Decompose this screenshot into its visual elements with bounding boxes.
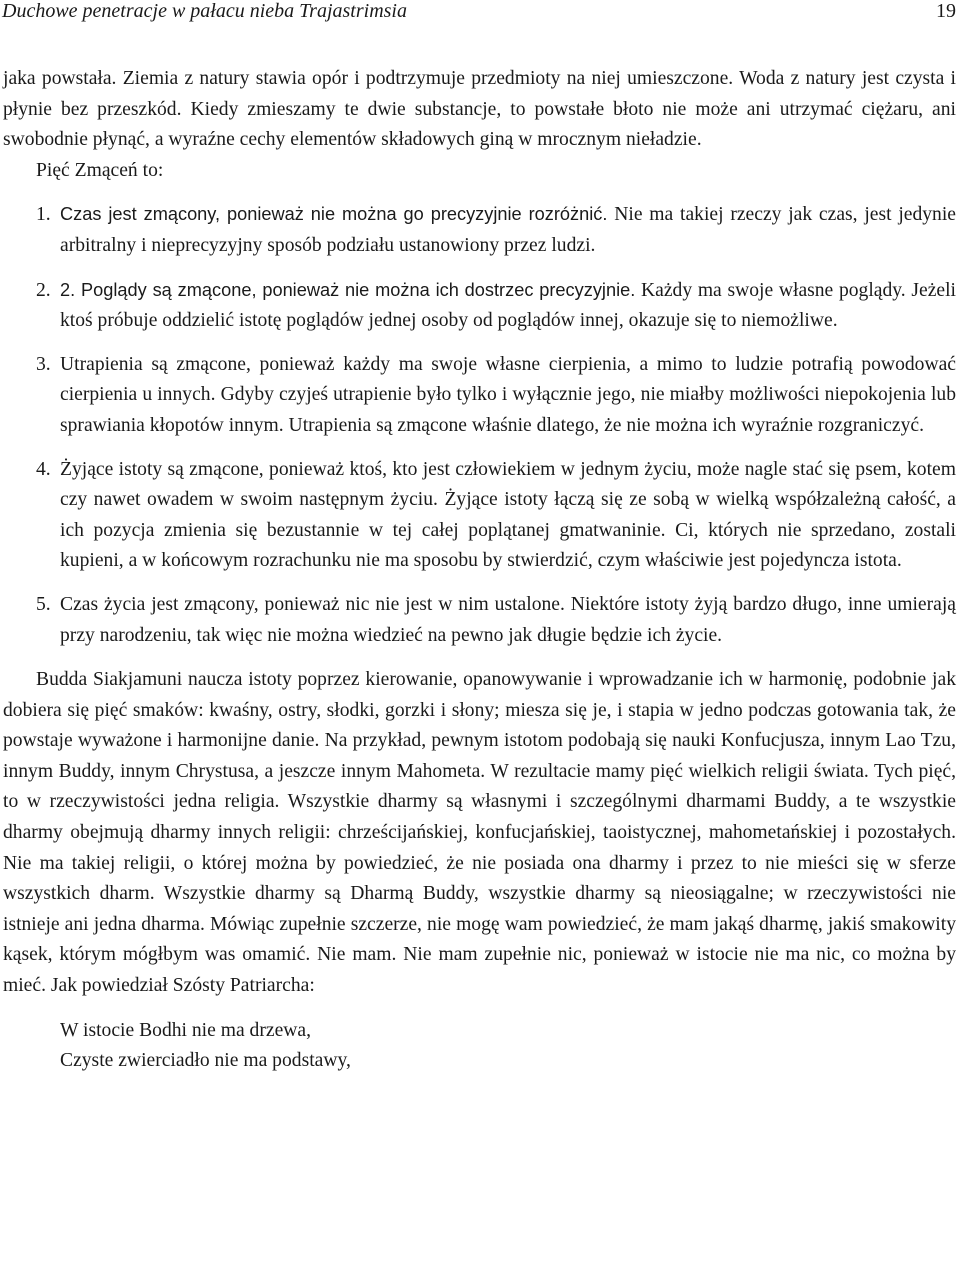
page-number: 19 xyxy=(936,0,956,22)
list-item-number: 3. xyxy=(36,353,51,375)
list-item-text: Niektóre istoty żyją bardzo długo, inne umierają przy narodzeniu, tak więc nie można wiedzieć na pewno jak długie będzie ich życie. xyxy=(60,593,956,646)
list-title: Pięć Zmąceń to: xyxy=(36,159,164,181)
list-item xyxy=(3,590,956,651)
list-item xyxy=(3,455,956,577)
list-item-number: 4. xyxy=(36,458,51,480)
running-title: Duchowe penetracje w pałacu nieba Trajastrimsia xyxy=(2,0,407,22)
list-item-lead: Czas życia jest zmącony, ponieważ nic nie jest w nim ustalone. xyxy=(60,593,565,615)
list-item-number: 1. xyxy=(36,204,51,226)
list-item-number: 5. xyxy=(36,593,51,615)
verse-line: W istocie Bodhi nie ma drzewa, xyxy=(60,1019,312,1041)
list-item xyxy=(3,350,956,442)
list-item-lead: Żyjące istoty są zmącone, ponieważ ktoś, kto jest człowiekiem w jednym życiu, może nagle stać się psem, kotem czy nawet owadem w swoim następnym życiu. xyxy=(60,458,956,511)
numbered-list xyxy=(3,199,956,651)
list-item-text: Nie ma takiej rzeczy jak czas, jest jedynie arbitralny i nieprecyzyjny sposób podziału ustanowiony przez ludzi. xyxy=(60,204,956,256)
page-header xyxy=(2,0,956,26)
verse-line: Czyste zwierciadło nie ma podstawy, xyxy=(60,1050,351,1072)
list-item-number: 2. xyxy=(36,279,51,301)
list-item-lead: Utrapienia są zmącone, ponieważ każdy ma swoje własne cierpienia, a mimo to ludzie potrafią powodować cierpienia u innych. xyxy=(60,353,956,406)
list-item-text: Gdyby czyjeś utrapienie było tylko i wyłącznie jego, nie miałby możliwości niepokojenia lub sprawiania kłopotów innym. Utrapienia są zmącone właśnie dlatego, że nie można ich wyraźnie rozgraniczyć. xyxy=(60,384,956,436)
list-item xyxy=(3,199,956,261)
list-item-lead: Czas jest zmącony, ponieważ nie można go precyzyjnie rozróżnić. xyxy=(60,204,608,225)
verse-block xyxy=(3,1016,956,1077)
list-item-lead: 2. Poglądy są zmącone, ponieważ nie można ich dostrzec precyzyjnie. xyxy=(60,279,636,300)
list-item-text: Każdy ma swoje własne poglądy. Jeżeli ktoś próbuje oddzielić istotę poglądów jednej osoby od poglądów innej, okazuje się to niemożliwe. xyxy=(60,279,956,332)
body-paragraph: Budda Siakjamuni naucza istoty poprzez kierowanie, opanowywanie i wprowadzanie ich w harmonię, podobnie jak dobiera się pięć smaków: kwaśny, ostry, słodki, gorzki i słony; miesza się je, i stapia w jedno podczas gotowania tak, że powstaje wyważone i harmonijne danie. Na przykład, pewnym istotom podobają się nauki Konfucjusza, innym Lao Tzu, innym Buddy, innym Chrystusa, a jeszcze innym Mahometa. W rezultacie mamy pięć wielkich religii świata. Tych pięć, to w rzeczywistości jedna religia. Wszystkie dharmy są własnymi i szczególnymi dharmami Buddy, a te wszystkie dharmy obejmują dharmy innych religii: chrześcijańskiej, konfucjańskiej, taoistycznej, mahometańskiej i pozostałych. Nie ma takiej religii, o której można by powiedzieć, że nie posiada ona dharmy i przez to nie mieści się w sferze wszystkich dharm. Wszystkie dharmy są Dharmą Buddy, wszystkie dharmy są nieosiągalne; w rzeczywistości nie istnieje ani jedna dharma. Mówiąc zupełnie szczerze, nie mogę wam powiedzieć, że mam jakąś dharmę, jakiś smakowity kąsek, którym mógłbym was omamić. Nie mam. Nie mam zupełnie nic, ponieważ w istocie nie ma nic, co można by mieć. Jak powiedział Szósty Patriarcha: xyxy=(3,669,956,997)
list-item-text: Żyjące istoty łączą się ze sobą w wielką współzależną całość, a ich pozycja zmienia się bezustannie w tej całej poplątanej gmatwaninie. Ci, których nie sprzedano, zostali kupieni, a w końcowym rozrachunku nie ma sposobu by stwierdzić, czym właściwie jest pojedyncza istota. xyxy=(60,489,956,572)
page-body xyxy=(3,64,956,1077)
list-item xyxy=(3,275,956,337)
intro-paragraph: jaka powstała. Ziemia z natury stawia opór i podtrzymuje przedmioty na niej umieszczone. Woda z natury jest czysta i płynie bez przeszkód. Kiedy zmieszamy te dwie substancje, to powstałe błoto nie może ani utrzymać ciężaru, ani swobodnie płynąć, a wyraźne cechy elementów składowych giną w mrocznym nieładzie. xyxy=(3,68,956,151)
